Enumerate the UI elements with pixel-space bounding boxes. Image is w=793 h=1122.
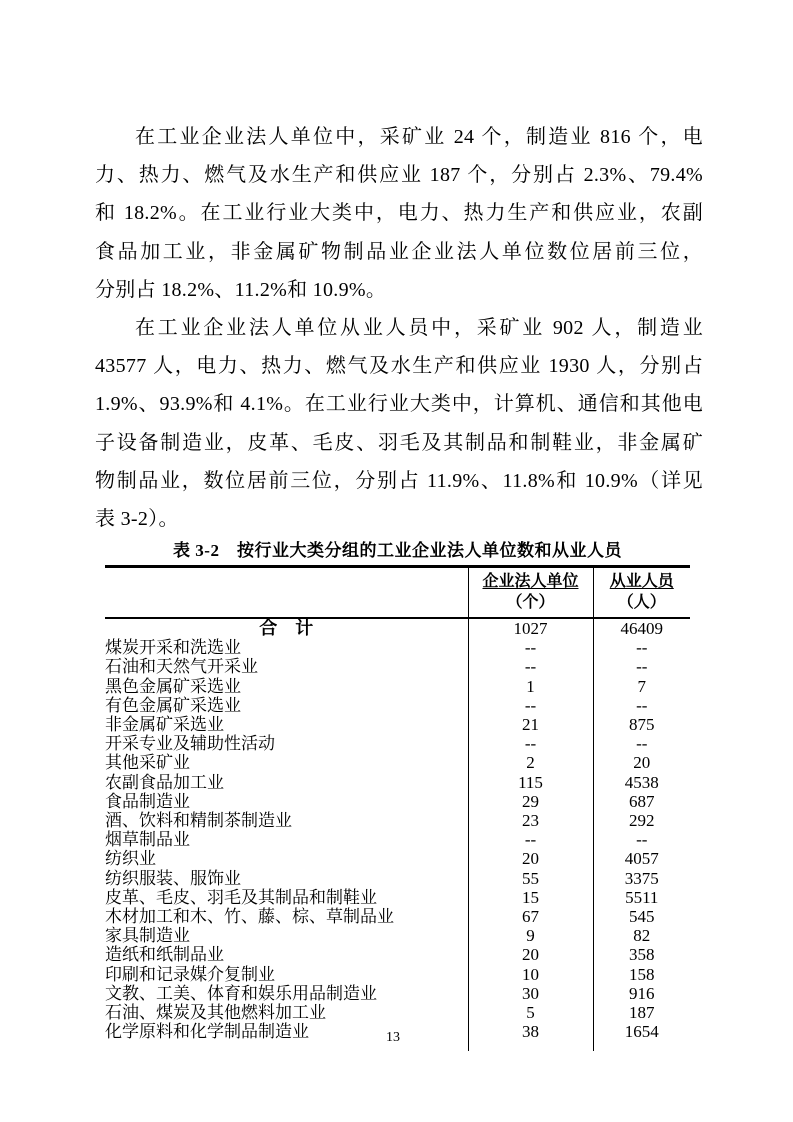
table-3-2 — [105, 565, 690, 1051]
table-row — [105, 926, 690, 945]
table-row — [105, 849, 690, 868]
row-units: 20 — [468, 849, 593, 868]
row-units: -- — [468, 830, 593, 849]
paragraph-line: 力、热力、燃气及水生产和供应业 187 个，分别占 2.3%、79.4% — [95, 164, 703, 187]
row-units: 23 — [468, 811, 593, 830]
table-row — [105, 696, 690, 715]
paragraph-1 — [95, 118, 703, 309]
row-label: 文教、工美、体育和娱乐用品制造业 — [105, 983, 377, 1003]
row-units: 1 — [468, 677, 593, 696]
row-label: 家具制造业 — [105, 926, 190, 946]
row-label: 皮革、毛皮、羽毛及其制品和制鞋业 — [105, 887, 377, 907]
row-label: 造纸和纸制品业 — [105, 945, 224, 965]
row-employees: 5511 — [593, 888, 690, 907]
row-label: 农副食品加工业 — [105, 772, 224, 792]
row-employees: 4057 — [593, 849, 690, 868]
row-employees: -- — [593, 638, 690, 657]
row-units: -- — [468, 638, 593, 657]
row-employees: 46409 — [593, 618, 690, 638]
row-employees: 4538 — [593, 773, 690, 792]
row-label: 酒、饮料和精制茶制造业 — [105, 811, 292, 831]
row-employees: 7 — [593, 677, 690, 696]
row-units: 20 — [468, 945, 593, 964]
row-units: 55 — [468, 869, 593, 888]
page-number: 13 — [386, 1030, 400, 1045]
table-row — [105, 965, 690, 984]
row-employees: 187 — [593, 1003, 690, 1022]
row-units: 38 — [468, 1022, 593, 1041]
header-units-cell — [468, 567, 593, 619]
row-label: 合 计 — [259, 618, 314, 638]
paragraph-line: 和 18.2%。在工业行业大类中，电力、热力生产和供应业，农副 — [95, 202, 703, 225]
row-employees: 358 — [593, 945, 690, 964]
row-units: 1027 — [468, 618, 593, 638]
row-label: 石油、煤炭及其他燃料加工业 — [105, 1003, 326, 1023]
table-row — [105, 792, 690, 811]
table-row — [105, 907, 690, 926]
row-employees: -- — [593, 657, 690, 676]
row-units: -- — [468, 657, 593, 676]
row-label: 黑色金属矿采选业 — [105, 676, 241, 696]
row-employees: 545 — [593, 907, 690, 926]
row-label: 非金属矿采选业 — [105, 715, 224, 735]
row-label: 化学原料和化学制品制造业 — [105, 1022, 309, 1042]
table-row — [105, 888, 690, 907]
row-employees: -- — [593, 696, 690, 715]
table-row — [105, 638, 690, 657]
paragraph-line: 1.9%、93.9%和 4.1%。在工业行业大类中，计算机、通信和其他电 — [95, 393, 703, 416]
table-row — [105, 945, 690, 964]
header-units-label: 企业法人单位 — [482, 573, 579, 590]
table-header — [105, 567, 690, 619]
row-units: 9 — [468, 926, 593, 945]
row-label: 石油和天然气开采业 — [105, 657, 258, 677]
row-label: 印刷和记录媒介复制业 — [105, 964, 275, 984]
row-employees: 20 — [593, 753, 690, 772]
row-units: 115 — [468, 773, 593, 792]
paragraph-line: 43577 人，电力、热力、燃气及水生产和供应业 1930 人，分别占 — [95, 355, 703, 378]
header-employees-label: 从业人员 — [609, 573, 674, 590]
row-label: 木材加工和木、竹、藤、棕、草制品业 — [105, 907, 394, 927]
row-units: 15 — [468, 888, 593, 907]
row-units: 10 — [468, 965, 593, 984]
paragraph-line: 在工业企业法人单位中，采矿业 24 个，制造业 816 个，电 — [135, 126, 703, 148]
row-units: -- — [468, 734, 593, 753]
row-label: 烟草制品业 — [105, 830, 190, 850]
row-employees: 82 — [593, 926, 690, 945]
table-row — [105, 869, 690, 888]
paragraph-line: 物制品业，数位居前三位，分别占 11.9%、11.8%和 10.9%（详见 — [95, 469, 703, 492]
paragraph-2 — [95, 309, 703, 538]
row-units: 29 — [468, 792, 593, 811]
paragraph-line: 在工业企业法人单位从业人员中，采矿业 902 人，制造业 — [135, 317, 703, 340]
row-employees: 3375 — [593, 869, 690, 888]
table-body — [105, 618, 690, 1051]
row-units: 21 — [468, 715, 593, 734]
header-employees-unit: （人） — [617, 594, 666, 611]
paragraph-line: 子设备制造业，皮革、毛皮、羽毛及其制品和制鞋业，非金属矿 — [95, 431, 703, 454]
body-text — [95, 118, 703, 538]
row-label: 食品制造业 — [105, 791, 190, 811]
row-label: 有色金属矿采选业 — [105, 695, 241, 715]
paragraph-line: 表 3-2）。 — [95, 508, 179, 531]
row-units: 2 — [468, 753, 593, 772]
table-row — [105, 734, 690, 753]
row-units: 67 — [468, 907, 593, 926]
paragraph-line: 分别占 18.2%、11.2%和 10.9%。 — [95, 278, 387, 301]
header-units-unit: （个） — [506, 594, 555, 611]
table-row — [105, 677, 690, 696]
row-units: 5 — [468, 1003, 593, 1022]
table-row — [105, 753, 690, 772]
row-employees: 1654 — [593, 1022, 690, 1041]
row-employees: 158 — [593, 965, 690, 984]
row-employees: -- — [593, 830, 690, 849]
row-employees: 875 — [593, 715, 690, 734]
table-row — [105, 657, 690, 676]
row-label: 纺织服装、服饰业 — [105, 868, 241, 888]
row-label: 开采专业及辅助性活动 — [105, 734, 275, 754]
row-label: 纺织业 — [105, 849, 156, 869]
row-units: -- — [468, 696, 593, 715]
header-empty-cell — [105, 567, 468, 619]
table-row — [105, 773, 690, 792]
paragraph-line: 食品加工业，非金属矿物制品业企业法人单位数位居前三位， — [95, 240, 703, 263]
header-employees-cell — [593, 567, 690, 619]
table-row — [105, 984, 690, 1003]
row-label: 煤炭开采和洗选业 — [105, 638, 241, 658]
table-row — [105, 811, 690, 830]
row-units: 30 — [468, 984, 593, 1003]
row-employees: 292 — [593, 811, 690, 830]
table-row — [105, 1003, 690, 1022]
table-header-row — [105, 567, 690, 619]
row-employees: 687 — [593, 792, 690, 811]
table-row — [105, 830, 690, 849]
table-title: 表 3-2 按行业大类分组的工业企业法人单位数和从业人员 — [173, 541, 622, 560]
row-label: 其他采矿业 — [105, 753, 190, 773]
table-row-total — [105, 618, 690, 638]
row-employees: -- — [593, 734, 690, 753]
table-row — [105, 715, 690, 734]
row-employees: 916 — [593, 984, 690, 1003]
table-3-2-block — [105, 536, 690, 1051]
